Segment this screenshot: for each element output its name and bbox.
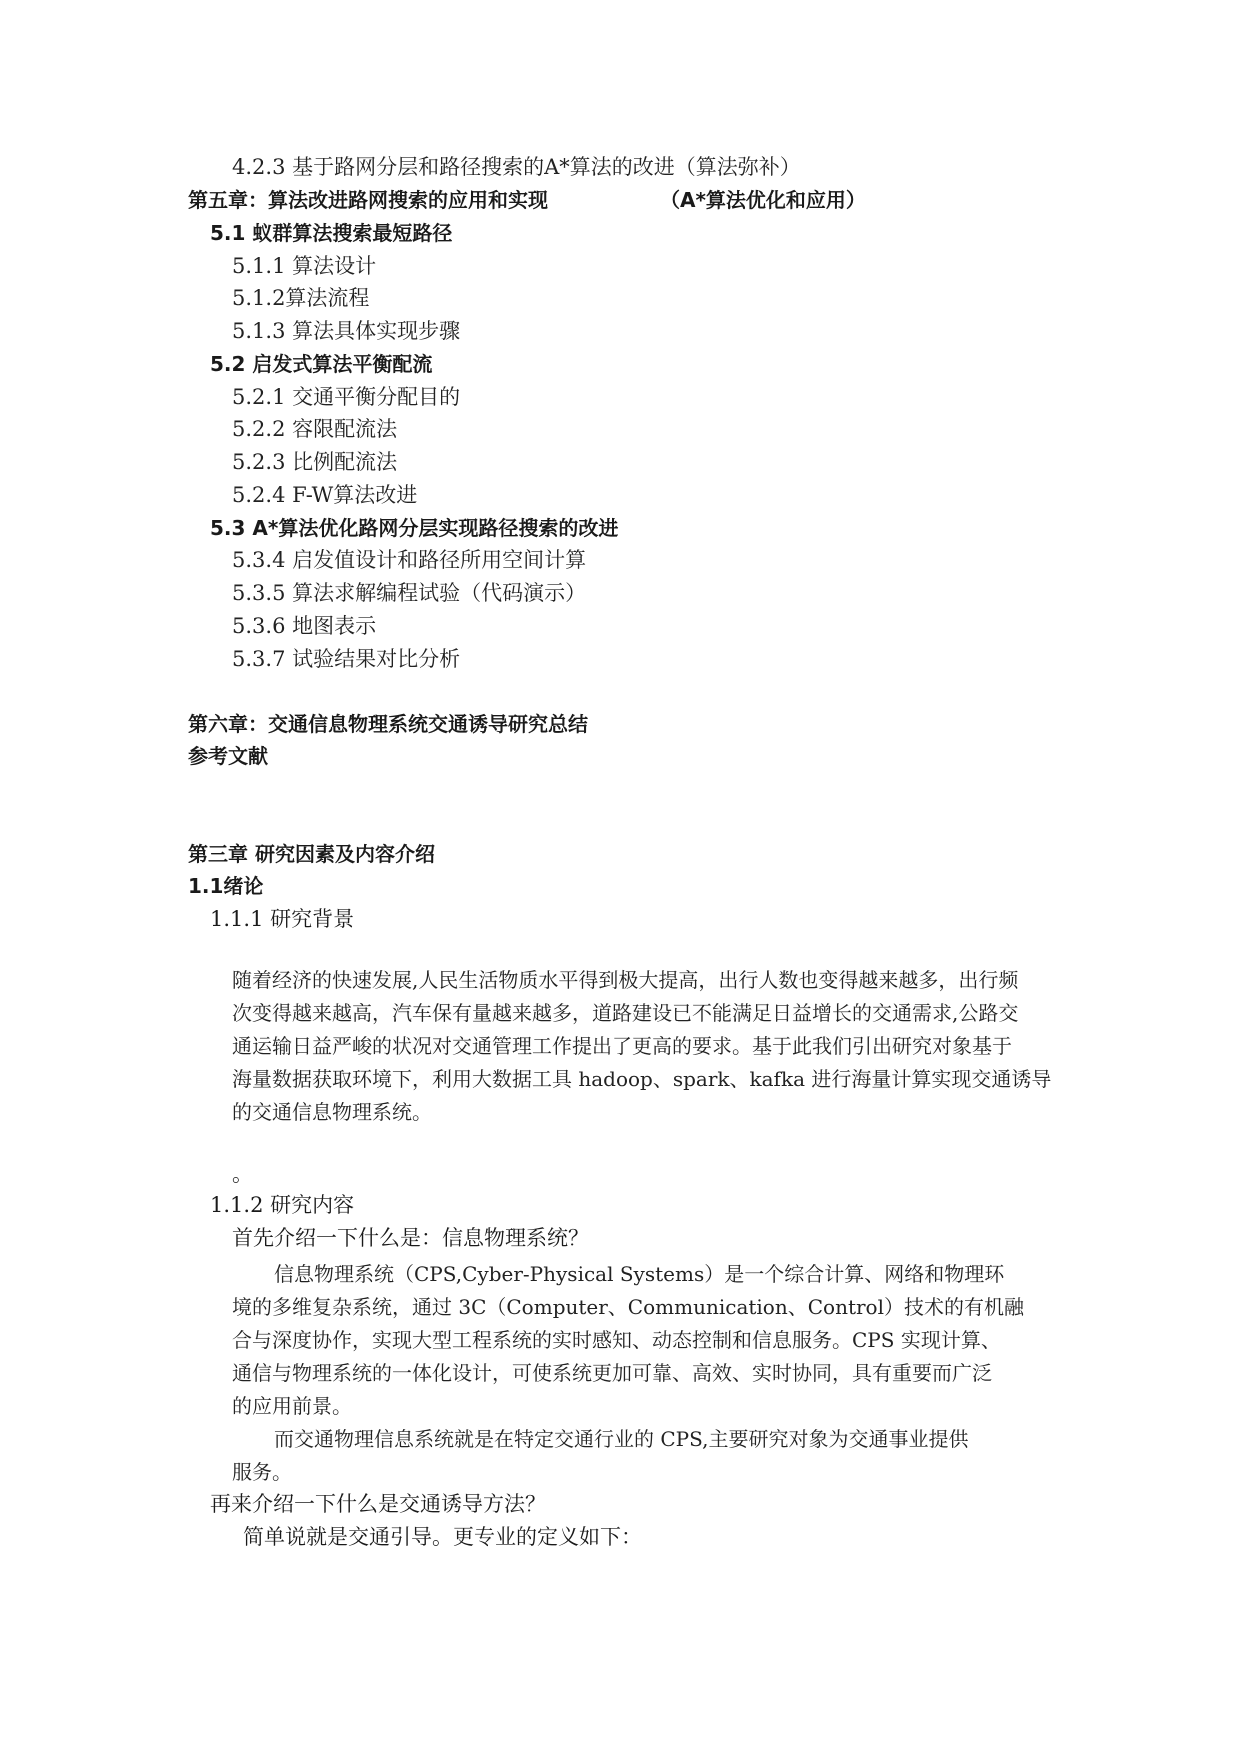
- paragraph-line: 海量数据获取环境下，利用大数据工具 hadoop、spark、kafka 进行海量计算实现交通诱导: [232, 1067, 1052, 1091]
- toc-item-5-3-7: 5.3.7 试验结果对比分析: [232, 647, 461, 671]
- toc-chapter-5-note: （A*算法优化和应用）: [660, 188, 866, 212]
- paragraph-line: 的交通信息物理系统。: [232, 1100, 432, 1124]
- toc-item-5-2-3: 5.2.3 比例配流法: [232, 450, 398, 474]
- stray-mark: 。: [232, 1162, 253, 1186]
- paragraph-line: 境的多维复杂系统，通过 3C（Computer、Communication、Control）技术的有机融: [232, 1295, 1024, 1319]
- paragraph-line: 随着经济的快速发展,人民生活物质水平得到极大提高，出行人数也变得越来越多，出行频: [232, 968, 1019, 992]
- background-paragraph: [232, 964, 1051, 1129]
- toc-references: 参考文献: [188, 744, 268, 768]
- cps-paragraph: [232, 1258, 1024, 1423]
- toc-item-5-3-5: 5.3.5 算法求解编程试验（代码演示）: [232, 581, 587, 605]
- toc-section-5-2: 5.2 启发式算法平衡配流: [210, 352, 433, 376]
- paragraph-line: 次变得越来越高，汽车保有量越来越多，道路建设已不能满足日益增长的交通需求,公路交: [232, 1001, 1019, 1025]
- toc-chapter-5: 第五章：算法改进路网搜索的应用和实现: [188, 188, 548, 212]
- paragraph-line: 的应用前景。: [232, 1394, 352, 1418]
- paragraph-line: 通信与物理系统的一体化设计，可使系统更加可靠、高效、实时协同，具有重要而广泛: [232, 1361, 992, 1385]
- paragraph-line: 服务。: [232, 1460, 292, 1484]
- chapter-title: 第三章 研究因素及内容介绍: [188, 842, 435, 866]
- toc-item-5-3-6: 5.3.6 地图表示: [232, 614, 377, 638]
- toc-item-5-1-1: 5.1.1 算法设计: [232, 254, 377, 278]
- subsection-heading-1-1-2: 1.1.2 研究内容: [210, 1193, 355, 1217]
- toc-item-5-2-1: 5.2.1 交通平衡分配目的: [232, 385, 461, 409]
- toc-item-5-2-4: 5.2.4 F-W算法改进: [232, 483, 418, 507]
- paragraph-line: 而交通物理信息系统就是在特定交通行业的 CPS,主要研究对象为交通事业提供: [274, 1427, 969, 1451]
- question-cps: 首先介绍一下什么是：信息物理系统？: [232, 1226, 589, 1250]
- paragraph-line: 信息物理系统（CPS,Cyber-Physical Systems）是一个综合计算、网络和物理环: [274, 1262, 1005, 1286]
- question-traffic-guidance: 再来介绍一下什么是交通诱导方法？: [210, 1492, 546, 1516]
- toc-item-5-1-3: 5.1.3 算法具体实现步骤: [232, 319, 461, 343]
- answer-line: 简单说就是交通引导。更专业的定义如下：: [243, 1525, 642, 1549]
- toc-item-5-1-2: 5.1.2算法流程: [232, 286, 370, 310]
- paragraph-line: 通运输日益严峻的状况对交通管理工作提出了更高的要求。基于此我们引出研究对象基于: [232, 1034, 1012, 1058]
- toc-section-5-1: 5.1 蚁群算法搜索最短路径: [210, 221, 453, 245]
- paragraph-line: 合与深度协作，实现大型工程系统的实时感知、动态控制和信息服务。CPS 实现计算、: [232, 1328, 1001, 1352]
- toc-item-4-2-3: 4.2.3 基于路网分层和路径搜索的A*算法的改进（算法弥补）: [232, 155, 801, 179]
- section-heading-1-1: 1.1绪论: [188, 874, 264, 898]
- subsection-heading-1-1-1: 1.1.1 研究背景: [210, 907, 355, 931]
- toc-section-5-3: 5.3 A*算法优化路网分层实现路径搜索的改进: [210, 516, 619, 540]
- tcps-paragraph: [232, 1423, 968, 1489]
- toc-chapter-6: 第六章：交通信息物理系统交通诱导研究总结: [188, 712, 588, 736]
- toc-item-5-3-4: 5.3.4 启发值设计和路径所用空间计算: [232, 548, 587, 572]
- toc-item-5-2-2: 5.2.2 容限配流法: [232, 417, 398, 441]
